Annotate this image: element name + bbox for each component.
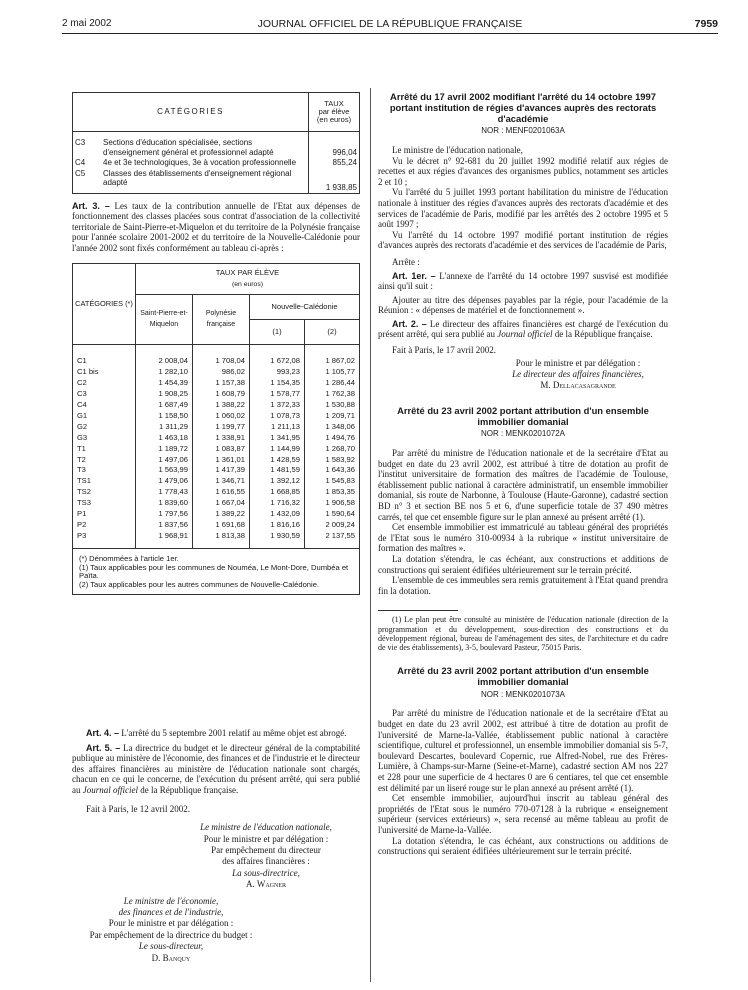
table2-spm: 1 968,91 xyxy=(136,531,193,542)
arrete2-footnote: (1) Le plan peut être consulté au ministère de l'éducation nationale (direction de la programmation et du développement, sous-direction des constructions et du développement régional, bureau de l'aménagement des sites, de l'architecture et du cadre de vie des établissements), 3-5, boulevard Pasteur, 75015 Paris. xyxy=(378,615,668,652)
table2-nc2: 1 583,92 xyxy=(304,455,359,466)
table1-code: C3 xyxy=(75,138,86,147)
table1-row xyxy=(73,157,360,168)
table2-nc1: 1 930,59 xyxy=(250,531,305,542)
table2-row xyxy=(73,367,360,378)
article-3: Art. 3. – Les taux de la contribution annuelle de l'Etat aux dépenses de fonctionnement des classes placées sous contrat d'association de la collectivité territoriale de Saint-Pierre-et-Miquelon et du territoire de la Polynésie française pour l'année scolaire 2001-2002 et du territoire de la Nouvelle-Calédonie pour l'année 2002 sont fixés conformément au tableau ci-après : xyxy=(72,200,361,253)
table2-row xyxy=(73,422,360,433)
table2-row xyxy=(73,433,360,444)
table2-nc1: 1 481,59 xyxy=(250,465,305,476)
table2-nc1: 1 154,35 xyxy=(250,378,305,389)
table2-category: C4 xyxy=(77,399,87,409)
table1-value: 996,04 xyxy=(309,132,360,158)
left-column-lower xyxy=(72,728,360,964)
table2-nc2: 1 530,88 xyxy=(304,400,359,411)
table2-spm: 1 797,56 xyxy=(136,509,193,520)
footnote-rule xyxy=(378,610,458,611)
page-header xyxy=(62,18,718,34)
table2-category: P2 xyxy=(77,519,87,529)
header-rule xyxy=(62,33,718,34)
table2-pf: 1 338,91 xyxy=(193,433,250,444)
table2-row xyxy=(73,356,360,367)
table2-header-category: CATÉGORIES (*) xyxy=(73,264,136,345)
table2-category: G3 xyxy=(77,432,88,442)
table2-nc1: 1 372,33 xyxy=(250,400,305,411)
table2-spm: 1 454,39 xyxy=(136,378,193,389)
table2-spm: 1 158,50 xyxy=(136,411,193,422)
table2-row xyxy=(73,487,360,498)
signature-education: Le ministre de l'éducation nationale, Pour le ministre et par délégation : Par empêchement du directeur des affaires financières : La sous-directrice, A. Wagner xyxy=(200,822,332,890)
arrete1-nor: NOR : MENF0201063A xyxy=(481,126,565,136)
table2-category: T1 xyxy=(77,443,86,453)
table2-row xyxy=(73,389,360,400)
table2-header-nc1: (1) xyxy=(250,320,305,345)
done-at-left: Fait à Paris, le 12 avril 2002. xyxy=(86,803,190,814)
arrete3-nor: NOR : MENK0201073A xyxy=(480,689,566,699)
table2-nc1: 1 144,99 xyxy=(250,444,305,455)
table2-pf: 1 691,68 xyxy=(193,520,250,531)
table2-row xyxy=(73,509,360,520)
table2-category: P1 xyxy=(77,509,87,519)
table2-nc2: 1 867,02 xyxy=(304,356,359,367)
table2-category: C1 xyxy=(77,356,87,366)
table2-notes: (*) Dénommées à l'article 1er. (1) Taux applicables pour les communes de Nouméa, Le Mont-Dore, Dumbéa et Païta. (2) Taux applicables pour les autres communes de Nouvelle-Calédonie. xyxy=(79,553,349,590)
article-4: Art. 4. – L'arrêté du 5 septembre 2001 relatif au même objet est abrogé. xyxy=(86,728,347,738)
table2-pf: 1 616,55 xyxy=(193,487,250,498)
table2-row xyxy=(73,476,360,487)
arrete3-title: Arrêté du 23 avril 2002 portant attribution d'un ensemble immobilier domanial xyxy=(397,665,649,687)
table2-category: TS1 xyxy=(77,476,91,486)
table2-nc2: 1 105,77 xyxy=(304,367,359,378)
table2-header-group: TAUX PAR ÉLÈVE (en euros) xyxy=(136,264,360,295)
table2-nc2: 1 545,83 xyxy=(304,476,359,487)
arrete1-art2: Art. 2. – Le directeur des affaires financières est chargé de l'exécution du présent arrêté, qui sera publié au Journal officiel de la République française. xyxy=(378,318,668,340)
arrete1-signature: Pour le ministre et par délégation : Le directeur des affaires financières, M. Dellacasagrande xyxy=(512,357,644,391)
column-separator xyxy=(370,88,371,982)
table2-nc2: 1 853,35 xyxy=(304,487,359,498)
table2-nc1: 993,23 xyxy=(250,367,305,378)
table1-label: 4e et 3e technologiques, 3e à vocation professionnelle xyxy=(103,158,297,167)
arrete-word: Arrête : xyxy=(392,256,420,267)
signature-economy: Le ministre de l'économie, des finances et de l'industrie, Pour le ministre et par délégation : Par empêchement de la directrice du budget : Le sous-directeur, D. Banquy xyxy=(89,895,253,963)
table2-spm: 1 839,60 xyxy=(136,498,193,509)
table2-category: C3 xyxy=(77,389,87,399)
table2-category: TS2 xyxy=(77,487,91,497)
table2-spm: 1 497,06 xyxy=(136,455,193,466)
table2-nc2: 1 643,36 xyxy=(304,465,359,476)
table2-nc1: 1 392,12 xyxy=(250,476,305,487)
table2-pf: 1 389,22 xyxy=(193,509,250,520)
table2-nc1: 1 078,73 xyxy=(250,411,305,422)
table2-nc1: 1 341,95 xyxy=(250,433,305,444)
table2-pf: 1 083,87 xyxy=(193,444,250,455)
table2-pf: 1 667,04 xyxy=(193,498,250,509)
table2-nc1: 1 428,59 xyxy=(250,455,305,466)
table2-header-nc2: (2) xyxy=(304,320,359,345)
table2-nc1: 1 672,08 xyxy=(250,356,305,367)
table2-pf: 1 388,22 xyxy=(193,400,250,411)
table1-value: 1 938,85 xyxy=(309,168,360,194)
table2-pf: 1 060,02 xyxy=(193,411,250,422)
table2-header-pf: Polynésie française xyxy=(193,295,250,345)
table2-spm: 2 008,04 xyxy=(136,356,193,367)
table2-category: G1 xyxy=(77,410,88,420)
table2-pf: 1 417,39 xyxy=(193,465,250,476)
table2-row xyxy=(73,465,360,476)
table1-label: Sections d'éducation spécialisée, sections d'enseignement général et professionnel adapté xyxy=(103,138,274,157)
header-page-number: 7959 xyxy=(694,18,718,30)
table2-row xyxy=(73,498,360,509)
table2-pf: 1 346,71 xyxy=(193,476,250,487)
table2-spm: 1 479,06 xyxy=(136,476,193,487)
table2-pf: 1 813,38 xyxy=(193,531,250,542)
table2-category: T2 xyxy=(77,454,86,464)
table2-nc2: 1 348,06 xyxy=(304,422,359,433)
table2-nc2: 2 137,55 xyxy=(304,531,359,542)
table2-pf: 986,02 xyxy=(193,367,250,378)
table2-spm: 1 837,56 xyxy=(136,520,193,531)
table2-pf: 1 199,77 xyxy=(193,422,250,433)
table2-spm: 1 778,43 xyxy=(136,487,193,498)
arrete2-title: Arrêté du 23 avril 2002 portant attribution d'un ensemble immobilier domanial xyxy=(397,404,649,427)
header-journal-title: JOURNAL OFFICIEL DE LA RÉPUBLIQUE FRANÇAISE xyxy=(257,18,523,30)
table2-spm: 1 563,99 xyxy=(136,465,193,476)
table2-category: G2 xyxy=(77,421,88,431)
table1-code: C4 xyxy=(75,158,86,167)
table1-header-category: CATÉGORIES xyxy=(73,93,309,132)
table2-nc2: 1 906,58 xyxy=(304,498,359,509)
arrete2-nor: NOR : MENK0201072A xyxy=(480,429,566,439)
table2-header-nc: Nouvelle-Calédonie xyxy=(250,295,360,320)
table2-pf: 1 608,79 xyxy=(193,389,250,400)
table1-value: 855,24 xyxy=(309,157,360,168)
table2-row xyxy=(73,520,360,531)
table2-nc1: 1 668,85 xyxy=(250,487,305,498)
table2-nc1: 1 816,16 xyxy=(250,520,305,531)
table2-pf: 1 361,01 xyxy=(193,455,250,466)
table2-row xyxy=(73,444,360,455)
rates-per-student-table xyxy=(72,263,360,594)
table1-header-rate: TAUX par élève (en euros) xyxy=(309,93,360,132)
table2-category: T3 xyxy=(77,465,86,475)
table2-spm: 1 189,72 xyxy=(136,444,193,455)
table2-pf: 1 157,38 xyxy=(193,378,250,389)
table2-nc2: 1 762,38 xyxy=(304,389,359,400)
table2-spm: 1 282,10 xyxy=(136,367,193,378)
table2-row xyxy=(73,411,360,422)
table2-category: P3 xyxy=(77,530,87,540)
table2-category: C1 bis xyxy=(77,367,99,377)
table2-nc2: 1 268,70 xyxy=(304,444,359,455)
table1-code: C5 xyxy=(75,168,86,178)
arrete1-title: Arrêté du 17 avril 2002 modifiant l'arrêté du 14 octobre 1997 portant institution de régies d'avances auprès des rectorats d'académie xyxy=(389,91,657,124)
table2-nc1: 1 716,32 xyxy=(250,498,305,509)
header-date: 2 mai 2002 xyxy=(62,18,112,29)
table1-row xyxy=(73,168,360,194)
table2-spm: 1 687,49 xyxy=(136,400,193,411)
table2-spm: 1 311,29 xyxy=(136,422,193,433)
table2-pf: 1 708,04 xyxy=(193,356,250,367)
arrete1-art1: Art. 1er. – L'annexe de l'arrêté du 14 octobre 1997 susvisé est modifiée ainsi qu'il suit : xyxy=(378,270,668,292)
table2-nc2: 2 009,24 xyxy=(304,520,359,531)
table2-nc2: 1 590,64 xyxy=(304,509,359,520)
table2-nc1: 1 578,77 xyxy=(250,389,305,400)
table2-header-spm: Saint-Pierre-et-Miquelon xyxy=(136,295,193,345)
table2-nc1: 1 211,13 xyxy=(250,422,305,433)
table2-spm: 1 463,18 xyxy=(136,433,193,444)
table2-row xyxy=(73,378,360,389)
table2-nc2: 1 286,44 xyxy=(304,378,359,389)
table2-nc1: 1 432,09 xyxy=(250,509,305,520)
table2-nc2: 1 494,76 xyxy=(304,433,359,444)
table2-row xyxy=(73,531,360,542)
article-5: Art. 5. – La directrice du budget et le directeur général de la comptabilité publique au ministère de l'économie, des finances et de l'industrie et le directeur des affaires financières au ministère de l'éducation nationale sont chargés, chacun en ce qui le concerne, de l'exécution du présent arrêté, qui sera publié au Journal officiel de la République française. xyxy=(72,742,361,795)
table1-label: Classes des établissements d'enseignement régional adapté xyxy=(103,168,292,187)
categories-rate-table xyxy=(72,92,360,194)
table2-row xyxy=(73,455,360,466)
table2-category: C2 xyxy=(77,378,87,388)
table1-row xyxy=(73,132,360,158)
table2-nc2: 1 209,71 xyxy=(304,411,359,422)
right-column: Arrêté du 17 avril 2002 modifiant l'arrêté du 14 octobre 1997 portant institution de régies d'avances auprès des rectorats d'académie NOR : MENF0201063A Le ministre de l'éducation nationale, Vu le décret n° 92-681 du 20 juillet 1992 modifié relatif aux régies de recettes et aux régies d'avances des organismes publics, notamment ses articles 2 et 10 ; Vu l'arrêté du 5 juillet 1993 portant habilitation du ministre de l'éducation nationale à instituer des régies d'avances auprès des rectorats d'académie et des services de l'académie de Paris, modifié par les arrêtés des 2 octobre 1995 et 5 août 1997 ; Vu l'arrêté du 14 octobre 1997 modifié portant institution de régies d'avances auprès des rectorats d'académie et des services de l'académie de Paris, Arrête : Art. 1er. – L'annexe de l'arrêté du 14 octobre 1997 susvisé est modifiée ainsi qu'il suit : Ajouter au titre des dépenses payables par la régie, pour l'académie de la Réunion : « dépenses de matériel et de fonctionnement ». Art. 2. – Le directeur des affaires financières est chargé de l'exécution du présent arrêté, qui sera publié au Journal officiel de la République française. Fait à Paris, le 17 avril 2002. Pour le ministre et par délégation : Le directeur des affaires financières, M. Dellacasagrande Arrêté du 23 avril 2002 portant attribution d'un ensemble immobilier domanial NOR : MENK0201072A Par arrêté du ministre de l'éducation nationale et de la secrétaire d'Etat au budget en date du 23 avril 2002, est attribué à titre de dotation au profit de l'institut universitaire de formation des maîtres de l'académie de Toulouse, établissement public national à caractère administratif, un ensemble immobilier domanial, sis route de Narbonne, à Toulouse (Haute-Garonne), cadastré section BD n° 3 et section BE nos 5 et 6, d'une superficie totale de 37 490 mètres carrés, tel que cet ensemble figure sur le plan annexé au présent arrêté (1). Cet ensemble immobilier est immatriculé au tableau général des propriétés de l'Etat sous le numéro 310-00934 à la rubrique « institut universitaire de formation des maîtres ». La dotation s'étendra, le cas échéant, aux constructions et additions de constructions qui seraient édifiées ultérieurement sur le terrain précité. L'ensemble de ces immeubles sera remis gratuitement à l'Etat quand prendra fin la dotation. (1) Le plan peut être consulté au ministère de l'éducation nationale (direction de la programmation et du développement, sous-direction des constructions et du développement régional, bureau de l'aménagement des sites, de l'architecture et du cadre de vie des établissements), 3-5, boulevard Pasteur, 75015 Paris. Arrêté du 23 avril 2002 portant attribution d'un ensemble immobilier domanial NOR : MENK0201073A Par arrêté du ministre de l'éducation nationale et de la secrétaire d'Etat au budget en date du 23 avril 2002, est attribué à titre de dotation au profit de l'université de Marne-la-Vallée, établissement public national à caractère scientifique, culturel et professionnel, un ensemble immobilier domanial sis 5-7, boulevard Descartes, boulevard Copernic, rue Alfred-Nobel, rue des Frères-Lumière, à Champs-sur-Marne (Seine-et-Marne), cadastré section AM nos 227 et 228 pour une superficie de 4 hectares 0 are 6 centiares, tel que cet ensemble est délimité par un liseré rouge sur le plan annexé au présent arrêté (1). Cet ensemble immobilier, aujourd'hui inscrit au tableau général des propriétés de l'Etat sous le numéro 770-07128 à la rubrique « enseignement supérieur (services extérieurs) », sera recensé au même tableau au profit de l'université de Marne-la-Vallée. La dotation s'étendra, le cas échéant, aux constructions ou additions de constructions qui seraient édifiées ultérieurement sur le terrain précité. xyxy=(378,91,668,857)
table2-category: TS3 xyxy=(77,498,91,508)
table2-row xyxy=(73,400,360,411)
table2-spm: 1 908,25 xyxy=(136,389,193,400)
left-column xyxy=(72,92,360,595)
